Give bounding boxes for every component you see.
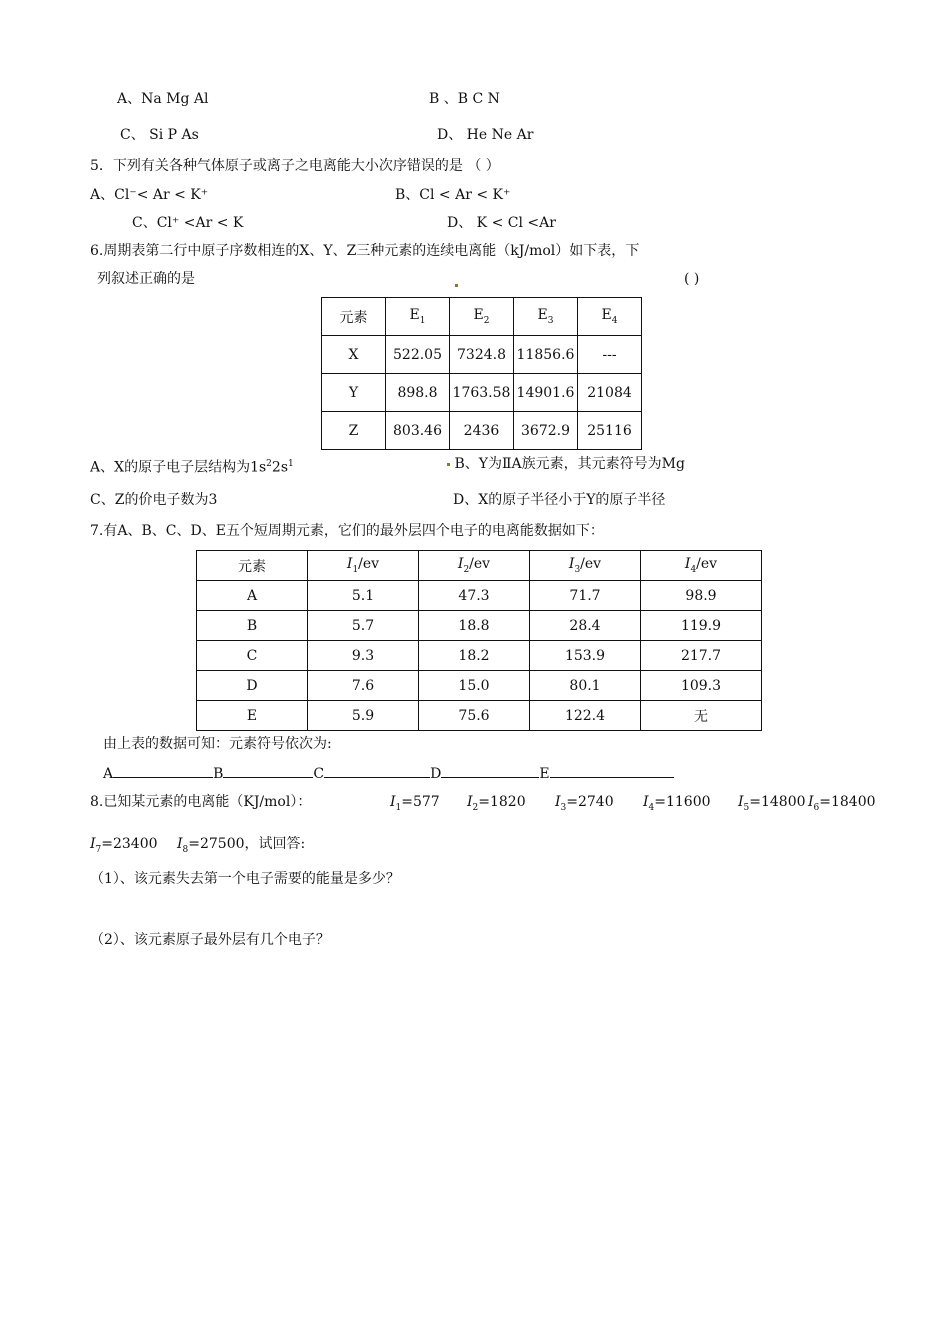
q4-option-a: A、Na Mg Al [117, 91, 209, 107]
table-cell: 14901.6 [514, 374, 578, 412]
table-cell: 803.46 [386, 412, 450, 450]
table-row [322, 374, 642, 412]
table-header-row [197, 551, 762, 581]
answer-blank-a[interactable] [113, 763, 213, 778]
answer-blank-d[interactable] [441, 763, 539, 778]
header-cell: $I_3/ev$ [530, 551, 641, 581]
table-cell: --- [578, 336, 642, 374]
table-cell: 47.3 [419, 581, 530, 611]
q6-option-a: A、X的原子电子层结构为$1s^22s^1$ [90, 459, 294, 476]
header-cell: $E_4$ [578, 298, 642, 336]
answer-blank-c[interactable] [324, 763, 430, 778]
table-row [322, 336, 642, 374]
table-cell: Z [322, 412, 386, 450]
table-cell: 71.7 [530, 581, 641, 611]
table-row [197, 641, 762, 671]
table-cell: 5.1 [308, 581, 419, 611]
table-cell: 18.8 [419, 611, 530, 641]
table-cell: Y [322, 374, 386, 412]
table-cell: 9.3 [308, 641, 419, 671]
header-cell: $E_3$ [514, 298, 578, 336]
table-cell: 5.7 [308, 611, 419, 641]
table-cell: 3672.9 [514, 412, 578, 450]
table-cell: 80.1 [530, 671, 641, 701]
q4-option-c: C、 Si P As [120, 127, 199, 143]
q4-option-b: B 、B C N [429, 91, 500, 107]
q6-stem-line2: 列叙述正确的是 [97, 271, 195, 287]
q5-option-a: A、Cl⁻< Ar < K⁺ [90, 187, 209, 203]
q8-subquestion-2: （2）、该元素原子最外层有几个电子？ [90, 932, 330, 948]
q5-stem: 5．下列有关各种气体原子或离子之电离能大小次序错误的是 （ ） [90, 158, 500, 174]
table-cell: 522.05 [386, 336, 450, 374]
table-cell: 无 [641, 701, 762, 731]
q7-stem: 7.有A、B、C、D、E五个短周期元素，它们的最外层四个电子的电离能数据如下： [90, 523, 604, 539]
header-cell: $I_2/ev$ [419, 551, 530, 581]
table-cell: 1763.58 [450, 374, 514, 412]
q6-option-b: B、Y为ⅡA族元素，其元素符号为Mg [447, 455, 685, 473]
table-cell: 15.0 [419, 671, 530, 701]
table-cell: 75.6 [419, 701, 530, 731]
q8-subquestion-1: （1）、该元素失去第一个电子需要的能量是多少？ [90, 871, 400, 887]
q8-value-6: $I_6=18400$ [808, 794, 876, 813]
table-cell: 898.8 [386, 374, 450, 412]
q5-option-b: B、Cl < Ar < K⁺ [395, 187, 511, 203]
q8-value-4: $I_4=11600$ [643, 794, 711, 813]
table-cell: 11856.6 [514, 336, 578, 374]
q8-stem-prefix: 8.已知某元素的电离能（KJ/mol）： [90, 794, 312, 810]
q8-value-2: $I_2=1820$ [467, 794, 526, 813]
table-cell: C [197, 641, 308, 671]
q8-value-1: $I_1=577$ [390, 794, 440, 813]
table-cell: 25116 [578, 412, 642, 450]
q8-value-8: $I_8=27500$，试回答: [177, 836, 306, 855]
table-cell: E [197, 701, 308, 731]
table-row [197, 581, 762, 611]
answer-blank-e[interactable] [550, 763, 674, 778]
q8-value-5: $I_5=14800$ [738, 794, 806, 813]
table-row [322, 412, 642, 450]
q7-answer-blanks: A B C D E [103, 763, 674, 783]
table-cell: 122.4 [530, 701, 641, 731]
table-row [197, 611, 762, 641]
table-cell: 5.9 [308, 701, 419, 731]
table-cell: X [322, 336, 386, 374]
answer-blank-b[interactable] [223, 763, 313, 778]
q7-ionization-table [196, 550, 762, 731]
table-cell: 109.3 [641, 671, 762, 701]
q6-option-d: D、X的原子半径小于Y的原子半径 [453, 492, 666, 508]
table-cell: A [197, 581, 308, 611]
table-row [197, 701, 762, 731]
table-cell: 18.2 [419, 641, 530, 671]
q8-value-3: $I_3=2740$ [555, 794, 614, 813]
table-cell: B [197, 611, 308, 641]
header-cell: $E_2$ [450, 298, 514, 336]
table-cell: 7324.8 [450, 336, 514, 374]
table-header-row [322, 298, 642, 336]
q4-option-d: D、 He Ne Ar [437, 127, 534, 143]
table-cell: D [197, 671, 308, 701]
header-cell: $E_1$ [386, 298, 450, 336]
q6-answer-paren: ( ) [684, 271, 700, 287]
header-cell: $I_1/ev$ [308, 551, 419, 581]
q5-option-c: C、Cl⁺ <Ar < K [132, 215, 244, 231]
q7-conclusion: 由上表的数据可知：元素符号依次为: [103, 736, 332, 752]
table-row [197, 671, 762, 701]
table-cell: 21084 [578, 374, 642, 412]
table-cell: 28.4 [530, 611, 641, 641]
q6-stem-line1: 6.周期表第二行中原子序数相连的X、Y、Z三种元素的连续电离能（kJ/mol）如下表，下 [90, 243, 640, 259]
header-cell: 元素 [197, 551, 308, 581]
q5-option-d: D、 K < Cl <Ar [447, 215, 556, 231]
header-cell: $I_4/ev$ [641, 551, 762, 581]
table-cell: 119.9 [641, 611, 762, 641]
q6-ionization-table [321, 297, 642, 450]
header-cell: 元素 [322, 298, 386, 336]
table-cell: 7.6 [308, 671, 419, 701]
decorative-dot [455, 276, 458, 294]
table-cell: 2436 [450, 412, 514, 450]
table-cell: 153.9 [530, 641, 641, 671]
q8-value-7: $I_7=23400$ [90, 836, 158, 855]
table-cell: 98.9 [641, 581, 762, 611]
table-cell: 217.7 [641, 641, 762, 671]
q6-option-c: C、Z的价电子数为3 [90, 492, 218, 508]
